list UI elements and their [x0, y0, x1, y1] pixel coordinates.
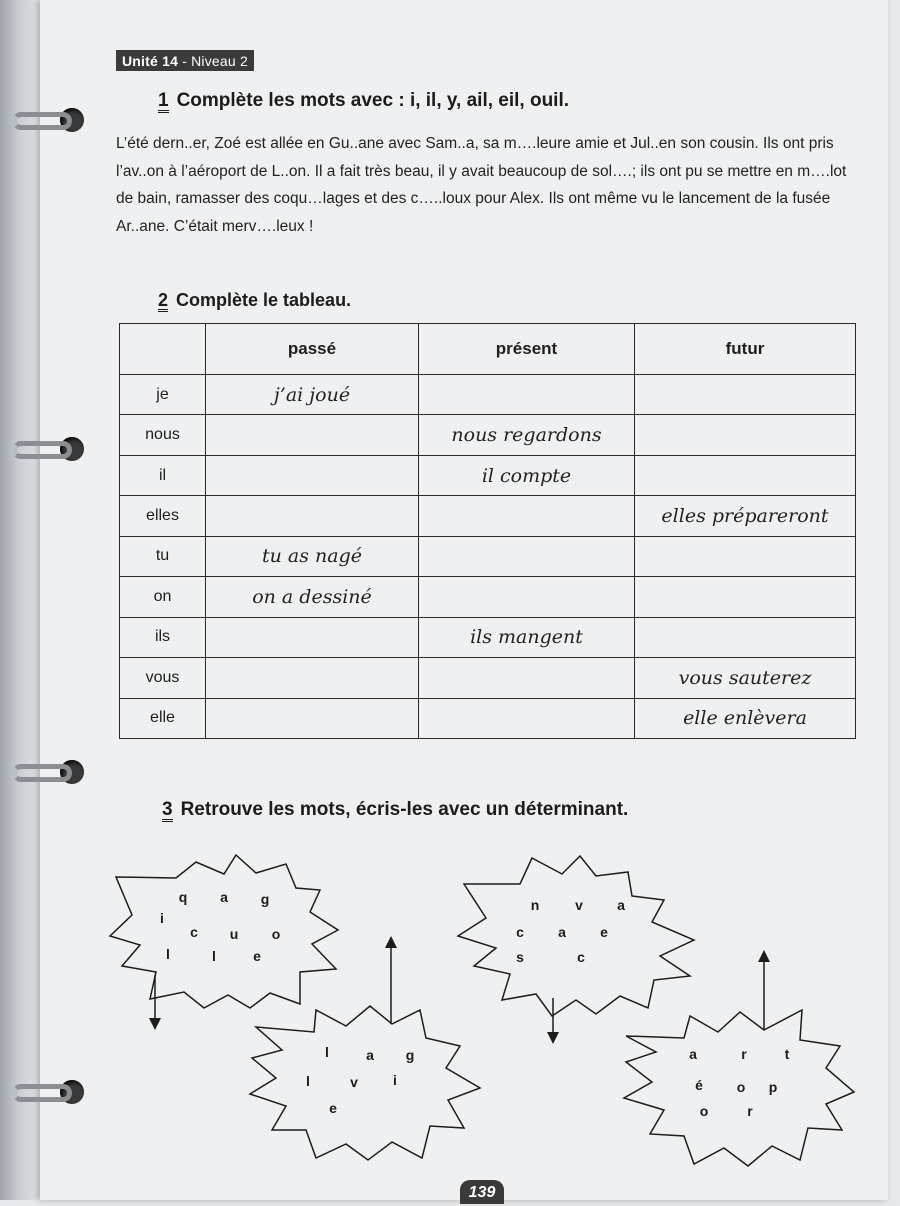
exercise-1-number: 1 [158, 90, 169, 111]
star-letter: a [617, 897, 625, 913]
star-letter: s [516, 949, 524, 965]
star-letter: e [253, 948, 261, 964]
star-letter: l [325, 1044, 329, 1060]
star-letter: o [699, 1103, 709, 1119]
star-letter: c [516, 924, 524, 940]
page-number: 139 [460, 1180, 504, 1204]
star-letter: l [212, 948, 216, 964]
answer-cell[interactable]: tu as nagé [206, 536, 419, 576]
star-letter: e [600, 924, 608, 940]
star-letter: u [229, 926, 239, 942]
letter-star-1 [110, 855, 338, 1024]
star-letter: l [166, 946, 170, 962]
star-letter: a [689, 1046, 697, 1062]
exercise-3-number: 3 [162, 799, 173, 820]
answer-cell[interactable]: ils mangent [419, 617, 635, 657]
exercise-1-text: L’été dern..er, Zoé est allée en Gu..ane avec Sam..a, sa m….leure amie et Jul..en son cousin. Ils ont pris l’av..on à l’aéroport de L..on. Il a fait très beau, il y avait beaucoup de sol….; ils ont pu se mettre en m….lot de bain, ramasser des coqu…lages et des c…..loux pour Alex. Ils ont même vu le lancement de la fusée Ar..ane. C’était merv….leux ! [116, 135, 847, 235]
pronoun-cell: on [120, 577, 206, 617]
exercise-3-instruction: Retrouve les mots, écris-les avec un déterminant. [180, 799, 629, 820]
star-letter: t [784, 1046, 790, 1062]
star-letter: r [741, 1046, 747, 1062]
star-letter: i [160, 910, 164, 926]
answer-cell[interactable]: nous regardons [419, 415, 635, 455]
level-label: - Niveau 2 [182, 53, 248, 69]
star-letter: r [747, 1103, 753, 1119]
answer-cell[interactable]: il compte [419, 455, 635, 495]
star-letter: q [178, 889, 188, 905]
star-letter: i [393, 1072, 397, 1088]
pronoun-cell: je [120, 375, 206, 415]
pronoun-cell: tu [120, 536, 206, 576]
star-letter: l [306, 1073, 310, 1089]
star-letter: é [695, 1077, 703, 1093]
star-letter: o [736, 1079, 746, 1095]
unit-label: Unité 14 [122, 53, 179, 69]
star-letter: a [220, 889, 228, 905]
answer-cell[interactable]: on a dessiné [206, 577, 419, 617]
column-header: passé [206, 324, 419, 375]
pronoun-cell: ils [120, 617, 206, 657]
pronoun-cell: il [120, 455, 206, 495]
star-letter: c [190, 924, 198, 940]
exercise-2-instruction: Complète le tableau. [176, 290, 352, 310]
pronoun-cell: nous [120, 415, 206, 455]
answer-cell[interactable]: elle enlèvera [635, 698, 856, 739]
star-letter: g [260, 891, 270, 907]
star-letter: p [768, 1079, 778, 1095]
pronoun-cell: elle [120, 698, 206, 739]
star-letter: g [405, 1047, 415, 1063]
star-letter: a [366, 1047, 374, 1063]
pronoun-cell: vous [120, 658, 206, 698]
exercise-1-instruction: Complète les mots avec : i, il, y, ail, eil, ouil. [176, 90, 570, 111]
star-letter: n [530, 897, 540, 913]
letter-star-4 [624, 956, 854, 1166]
star-letter: o [271, 926, 281, 942]
star-letter: v [575, 897, 583, 913]
pronoun-cell: elles [120, 496, 206, 536]
letter-star-3 [458, 856, 694, 1038]
column-header: futur [635, 324, 856, 375]
exercise-2-number: 2 [158, 290, 169, 310]
star-letter: v [350, 1074, 358, 1090]
answer-cell[interactable]: vous sauterez [635, 658, 856, 698]
star-letter: a [558, 924, 566, 940]
answer-cell[interactable]: j’ai joué [206, 375, 419, 415]
star-letter: e [329, 1100, 337, 1116]
answer-cell[interactable]: elles prépareront [635, 496, 856, 536]
star-letter: c [577, 949, 585, 965]
column-header: présent [419, 324, 635, 375]
